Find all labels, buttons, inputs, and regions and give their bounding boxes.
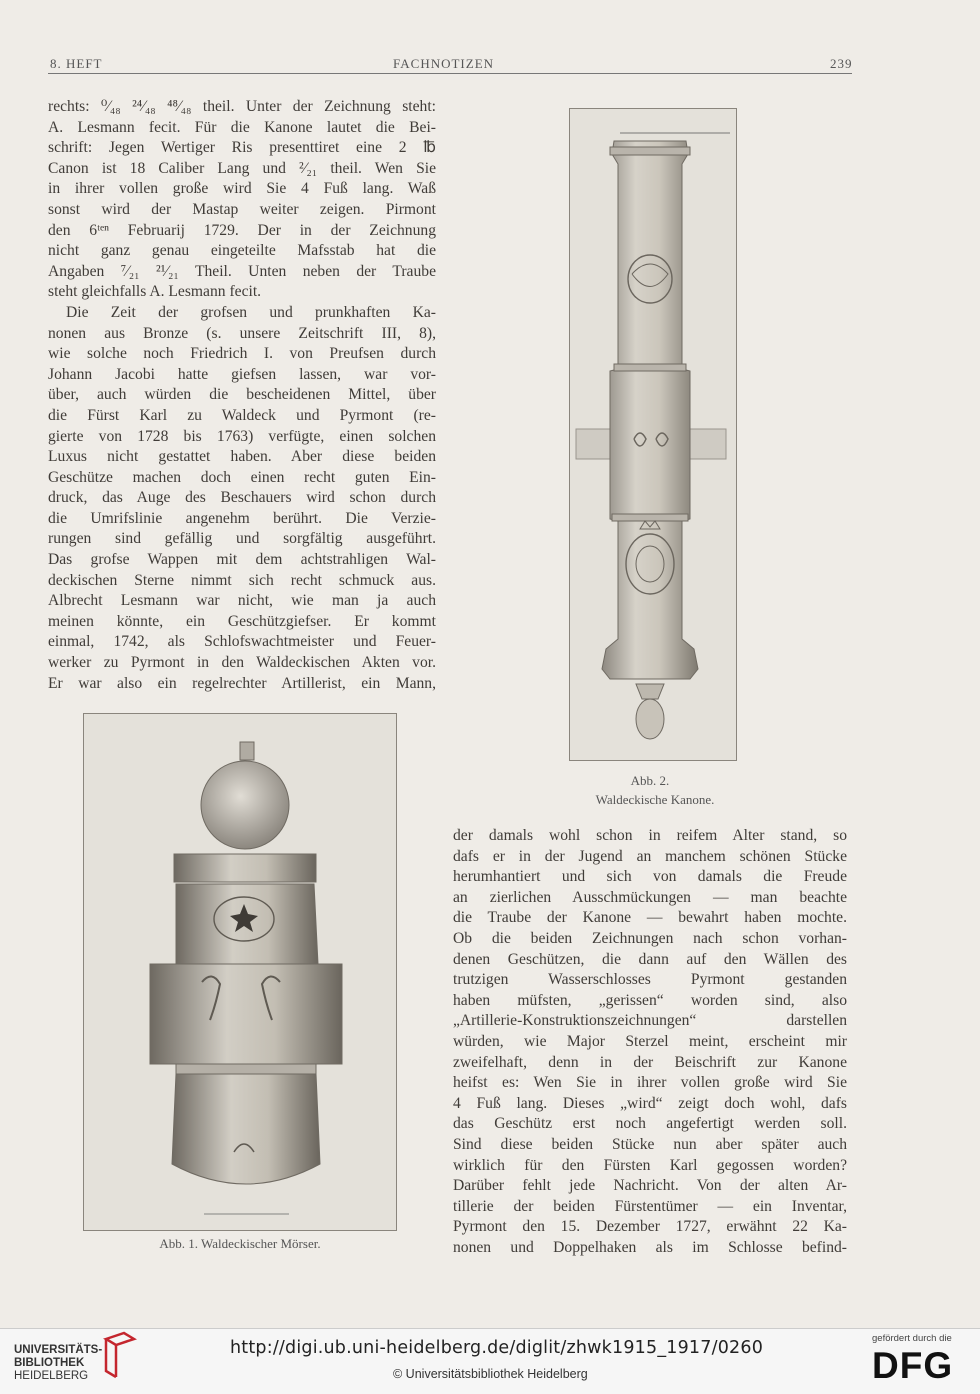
text-line: meinen könnte, ein Geschützgiefser. Er kommt (48, 612, 436, 630)
library-logo-icon[interactable] (100, 1331, 138, 1381)
text-line: 4 Fuß lang. Dieses „wird“ zeigt doch wohl, dafs (453, 1094, 847, 1112)
mortar-plate (83, 713, 397, 1231)
text-line: wie solche noch Friedrich I. von Preufsen durch (48, 345, 436, 363)
text-line: Das grofse Wappen mit dem achtstrahligen Wal- (48, 551, 436, 569)
text-line: nonen aus Bronze (s. unsere Zeitschrift III, 8), (48, 324, 436, 342)
text-line: steht gleichfalls A. Lesmann fecit. (48, 283, 262, 301)
text-line: Johann Jacobi hatte giefsen lassen, war vor- (48, 365, 436, 383)
text-line: Pyrmont den 15. Dezember 1727, erwähnt 22 Ka- (453, 1218, 847, 1236)
text-line: Darüber fehlt jede Nachricht. Von der alten Ar- (453, 1177, 847, 1195)
text-line: trutzigen Wasserschlosses Pyrmont gestanden (453, 971, 847, 989)
text-line: haben müfsten, „gerissen“ worden sind, also (453, 991, 847, 1009)
mortar-drawing (84, 714, 396, 1230)
text-line: rungen sind gefällig und sorgfältig ausgeführt. (48, 530, 436, 548)
text-line: schrift: Jegen Wertiger Ris presenttiret eine 2 ℔ (48, 139, 436, 157)
text-line: wirklich für den Fürsten Karl gegossen worden? (453, 1156, 847, 1174)
text-line: druck, das Auge des Beschauers wird schon durch (48, 489, 436, 507)
right-text-column (453, 826, 847, 1258)
text-line: deckischen Sterne nimmt sich recht schmuck aus. (48, 571, 436, 589)
copyright-notice: © Universitätsbibliothek Heidelberg (393, 1367, 588, 1381)
text-line: heifst es: Wen Sie in ihrer vollen große wird Sie (453, 1074, 847, 1092)
text-line: gierte von 1728 bis 1763) verfügte, einen solchen (48, 427, 436, 445)
cannon-caption-number: Abb. 2. (630, 773, 670, 788)
cannon-caption-title: Waldeckische Kanone. (595, 792, 715, 807)
text-line: den 6ᵗᵉⁿ Februarij 1729. Der in der Zeichnung (48, 221, 436, 239)
text-line: herumhantiert und sich von damals die Freude (453, 868, 847, 886)
header-rule (48, 73, 852, 74)
funding-label: gefördert durch die (872, 1333, 952, 1344)
text-line: tillerie der beiden Fürstentümer — ein Inventar, (453, 1197, 847, 1215)
permalink-url[interactable]: http://digi.ub.uni-heidelberg.de/diglit/zhwk1915_1917/0260 (230, 1338, 764, 1358)
text-line: zweifelhaft, denn in der Beischrift zur Kanone (453, 1053, 847, 1071)
text-line: Canon ist 18 Caliber Lang und ²⁄₂₁ theil. Wen Sie (48, 159, 436, 177)
dfg-logo[interactable]: DFG (872, 1345, 954, 1386)
text-line: nonen und Doppelhaken als im Schlosse befind- (453, 1238, 847, 1256)
text-line: die Traube der Kanone — bewahrt haben mochte. (453, 909, 847, 927)
text-line: werker zu Pyrmont in den Waldeckischen Akten vor. (48, 654, 436, 672)
mortar-caption: Abb. 1. Waldeckischer Mörser. (159, 1236, 321, 1251)
text-line: Luxus nicht gestattet haben. Aber diese beiden (48, 448, 436, 466)
text-line: Die Zeit der grofsen und prunkhaften Ka- (66, 303, 436, 321)
left-text-column (48, 97, 436, 694)
text-line: A. Lesmann fecit. Für die Kanone lautet die Bei- (48, 118, 436, 136)
text-line: würden, wie Major Sterzel meint, erscheint mir (453, 1032, 847, 1050)
text-line: der damals wohl schon in reifem Alter stand, so (453, 827, 847, 844)
library-name[interactable] (14, 1344, 102, 1383)
text-line: Er war also ein regelrechter Artillerist, ein Mann, (48, 674, 436, 692)
text-line: nicht ganz genau eingeteilte Mafsstab hat die (48, 242, 436, 260)
text-line: einmal, 1742, als Schlofswachtmeister und Feuer- (48, 633, 436, 651)
text-line: Ob die beiden Zeichnungen nach schon vorhan- (453, 929, 847, 947)
text-line: sonst wird der Mastap weiter zeigen. Pirmont (48, 200, 436, 218)
text-line: die Umrifslinie angenehm berührt. Die Verzie- (48, 509, 436, 527)
text-line: Geschütze machen doch einen recht guten Ein- (48, 468, 436, 486)
running-header-section: FACHNOTIZEN (393, 56, 495, 71)
text-line: über, auch würden die bescheidenen Mittel, über (48, 386, 436, 404)
library-line-1: UNIVERSITÄTS- (14, 1344, 103, 1356)
page-number: 239 (830, 56, 853, 71)
text-line: rechts: ⁰⁄₄₈ ²⁴⁄₄₈ ⁴⁸⁄₄₈ theil. Unter der Zeichnung steht: (48, 98, 436, 115)
running-header-issue: 8. HEFT (50, 56, 103, 71)
text-line: „Artillerie-Konstruktionszeichnungen“ darstellen (453, 1012, 847, 1030)
cannon-plate (569, 108, 737, 761)
text-line: an zierlichen Ausschmückungen — man beachte (453, 888, 847, 906)
text-line: das Geschütz erst noch angefertigt werden soll. (453, 1115, 847, 1133)
library-line-2: BIBLIOTHEK (14, 1357, 85, 1369)
cannon-drawing (570, 109, 736, 760)
text-line: in ihrer vollen große wird Sie 4 Fuß lang. Waß (48, 180, 436, 198)
text-line: denen Geschützen, die dann auf den Wällen des (453, 950, 847, 968)
text-line: Sind diese beiden Stücke nun aber später auch (453, 1135, 847, 1153)
text-line: Angaben ⁷⁄₂₁ ²¹⁄₂₁ Theil. Unten neben der Traube (48, 262, 436, 280)
text-line: dafs er in der Jugend an manchem schönen Stücke (453, 847, 847, 865)
text-line: Albrecht Lesmann war nicht, wie man ja auch (48, 592, 436, 610)
library-line-3: HEIDELBERG (14, 1370, 89, 1382)
text-line: die Fürst Karl zu Waldeck und Pyrmont (re- (48, 406, 436, 424)
